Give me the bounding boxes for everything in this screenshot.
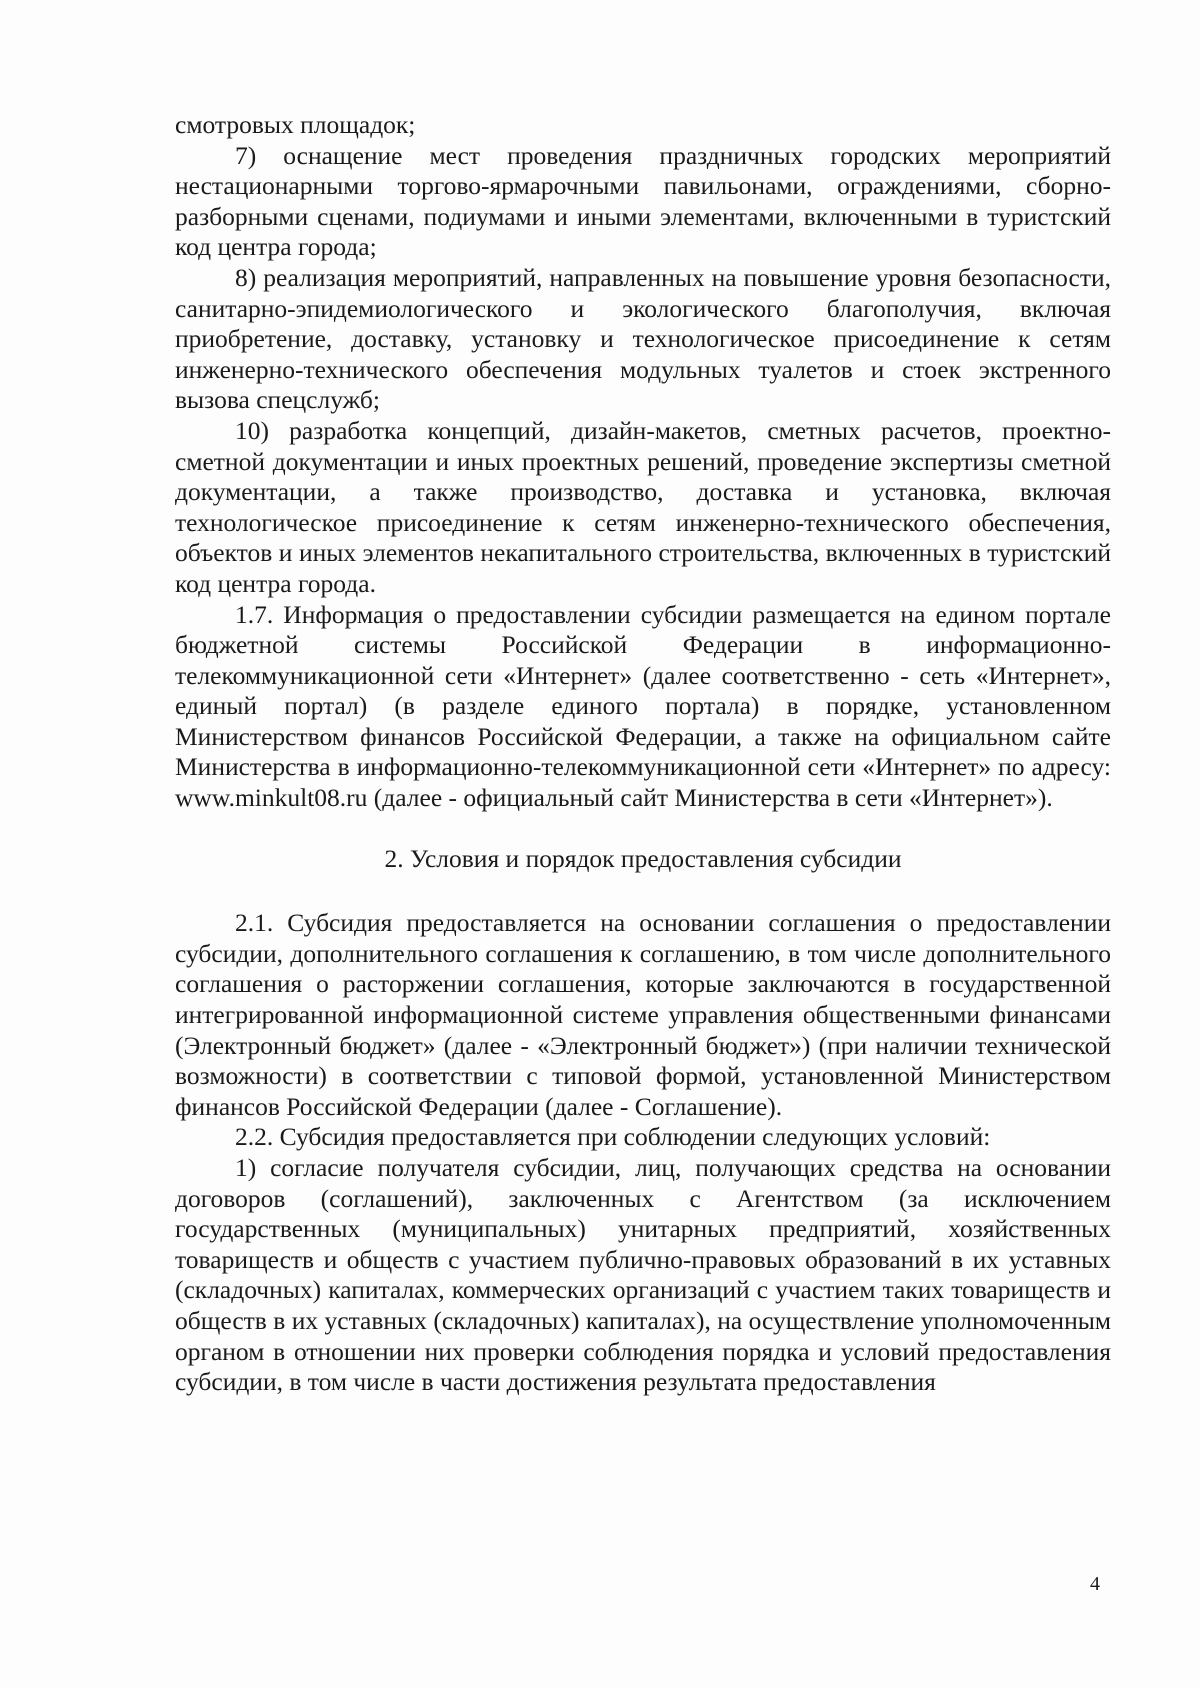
- paragraph-2-2: 2.2. Субсидия предоставляется при соблюдении следующих условий:: [235, 1122, 991, 1152]
- paragraph-item-8: 8) реализация мероприятий, направленных на повышение уровня безопасности, санитарно-эпидемиологического и экологического благополучия, включая приобретение, доставку, установку и технологическое присоединение к сетям инженерно-технического обеспечения модульных туалетов и стоек экстренного вызова спецслужб;: [175, 262, 1111, 415]
- paragraph-1-7: 1.7. Информация о предоставлении субсидии размещается на едином портале бюджетной системы Российской Федерации в информационно-телекоммуникационной сети «Интернет» (далее соответственно - сеть «Интернет», единый портал) (в разделе единого портала) в порядке, установленном Министерством финансов Российской Федерации, а также на официальном сайте Министерства в информационно-телекоммуникационной сети «Интернет» по адресу: www.minkult08.ru (далее - официальный сайт Министерства в сети «Интернет»).: [175, 599, 1111, 813]
- paragraph-2-2-item-1: 1) согласие получателя субсидии, лиц, получающих средства на основании договоров (соглашений), заключенных с Агентством (за исключением государственных (муниципальных) унитарных предприятий, хозяйственных товариществ и обществ с участием публично-правовых образований в их уставных (складочных) капиталах, коммерческих организаций с участием таких товариществ и обществ в их уставных (складочных) капиталах), на осуществление уполномоченным органом в отношении них проверки соблюдения порядка и условий предоставления субсидии, в том числе в части достижения результата предоставления: [175, 1153, 1111, 1397]
- paragraph-continuation: смотровых площадок;: [175, 110, 416, 139]
- page-number: 4: [1090, 1573, 1100, 1595]
- paragraph-item-7: 7) оснащение мест проведения праздничных городских мероприятий нестационарными торгово-ярмарочными павильонами, ограждениями, сборно-разборными сценами, подиумами и иными элементами, включенными в туристский код центра города;: [175, 140, 1111, 262]
- section-heading: 2. Условия и порядок предоставления субсидии: [384, 843, 902, 873]
- paragraph-item-10: 10) разработка концепций, дизайн-макетов, сметных расчетов, проектно-сметной документации и иных проектных решений, проведение экспертизы сметной документации, а также производство, доставка и установка, включая технологическое присоединение к сетям инженерно-технического обеспечения, объектов и иных элементов некапитального строительства, включенных в туристский код центра города.: [175, 415, 1111, 598]
- paragraph-2-1: 2.1. Субсидия предоставляется на основании соглашения о предоставлении субсидии, дополнительного соглашения к соглашению, в том числе дополнительного соглашения о расторжении соглашения, которые заключаются в государственной интегрированной информационной системе управления общественными финансами (Электронный бюджет» (далее - «Электронный бюджет») (при наличии технической возможности) в соответствии с типовой формой, установленной Министерством финансов Российской Федерации (далее - Соглашение).: [175, 908, 1111, 1121]
- document-body: [175, 110, 1111, 1398]
